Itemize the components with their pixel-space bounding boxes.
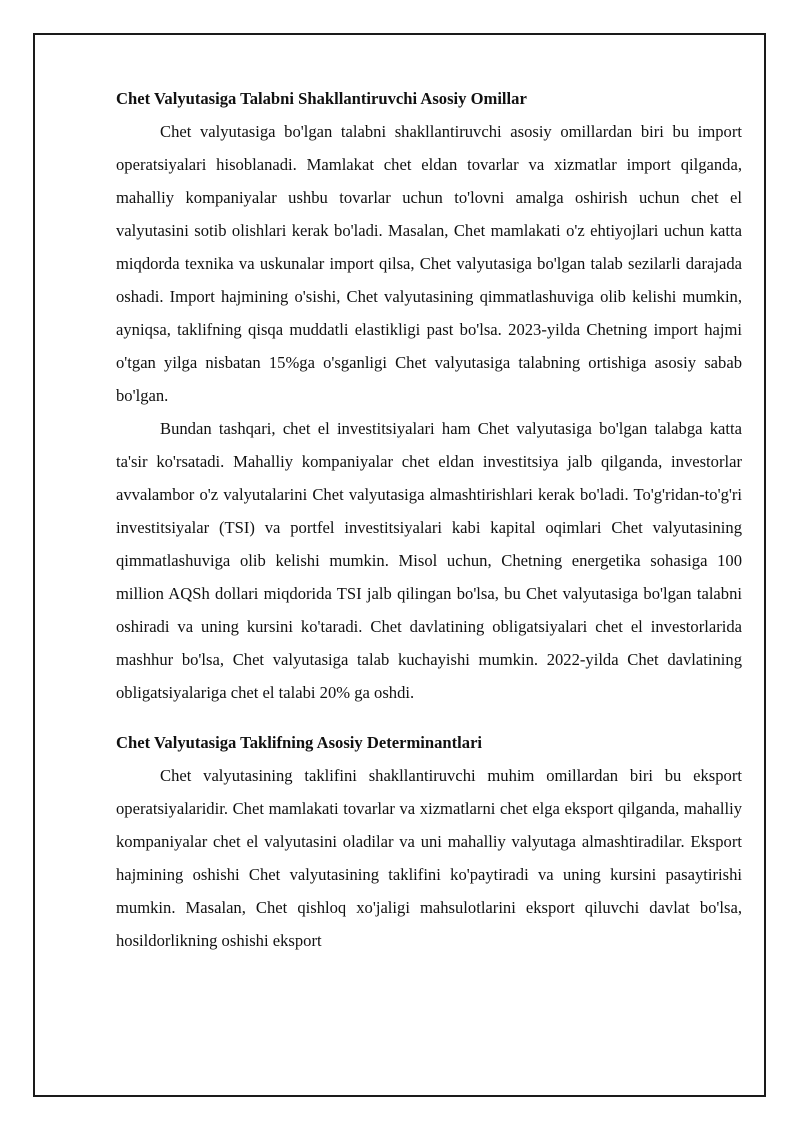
section-heading-demand: Chet Valyutasiga Talabni Shakllantiruvchi Asosiy Omillar [116, 89, 527, 108]
document-body [116, 82, 742, 957]
paragraph-foreign-investments: Bundan tashqari, chet el investitsiyalari ham Chet valyutasiga bo'lgan talabga katta ta'sir ko'rsatadi. Mahalliy kompaniyalar chet eldan investitsiya jalb qilganda, investorlar avvalambor o'z valyutalarini Chet valyutasiga almashtirishlari kerak bo'ladi. To'g'ridan-to'g'ri investitsiyalar (TSI) va portfel investitsiyalari kabi kapital oqimlari Chet valyutasining qimmatlashuviga olib kelishi mumkin. Misol uchun, Chetning energetika sohasiga 100 million AQSh dollari miqdorida TSI jalb qilingan bo'lsa, bu Chet valyutasiga bo'lgan talabni oshiradi va uning kursini ko'taradi. Chet davlatining obligatsiyalari chet el investorlarida mashhur bo'lsa, Chet valyutasiga talab kuchayishi mumkin. 2022-yilda Chet davlatining obligatsiyalariga chet el talabi 20% ga oshdi. [116, 419, 742, 702]
section-heading-supply: Chet Valyutasiga Taklifning Asosiy Determinantlari [116, 733, 483, 752]
paragraph-export-operations: Chet valyutasining taklifini shakllantiruvchi muhim omillardan biri bu eksport operatsiyalaridir. Chet mamlakati tovarlar va xizmatlarni chet elga eksport qilganda, mahalliy kompaniyalar chet el valyutasini oladilar va uni mahalliy valyutaga almashtiradilar. Eksport hajmining oshishi Chet valyutasining taklifini ko'paytiradi va uning kursini pasaytirishi mumkin. Masalan, Chet qishloq xo'jaligi mahsulotlarini eksport qiluvchi davlat bo'lsa, hosildorlikning oshishi eksport [116, 766, 742, 950]
paragraph-import-operations: Chet valyutasiga bo'lgan talabni shakllantiruvchi asosiy omillardan biri bu import operatsiyalari hisoblanadi. Mamlakat chet eldan tovarlar va xizmatlar import qilganda, mahalliy kompaniyalar ushbu tovarlar uchun to'lovni amalga oshirish uchun chet el valyutasini sotib olishlari kerak bo'ladi. Masalan, Chet mamlakati o'z ehtiyojlari uchun katta miqdorda texnika va uskunalar import qilsa, Chet valyutasiga bo'lgan talab sezilarli darajada oshadi. Import hajmining o'sishi, Chet valyutasining qimmatlashuviga olib kelishi mumkin, ayniqsa, taklifning qisqa muddatli elastikligi past bo'lsa. 2023-yilda Chetning import hajmi o'tgan yilga nisbatan 15%ga o'sganligi Chet valyutasiga talabning ortishiga asosiy sabab bo'lgan. [116, 122, 742, 405]
